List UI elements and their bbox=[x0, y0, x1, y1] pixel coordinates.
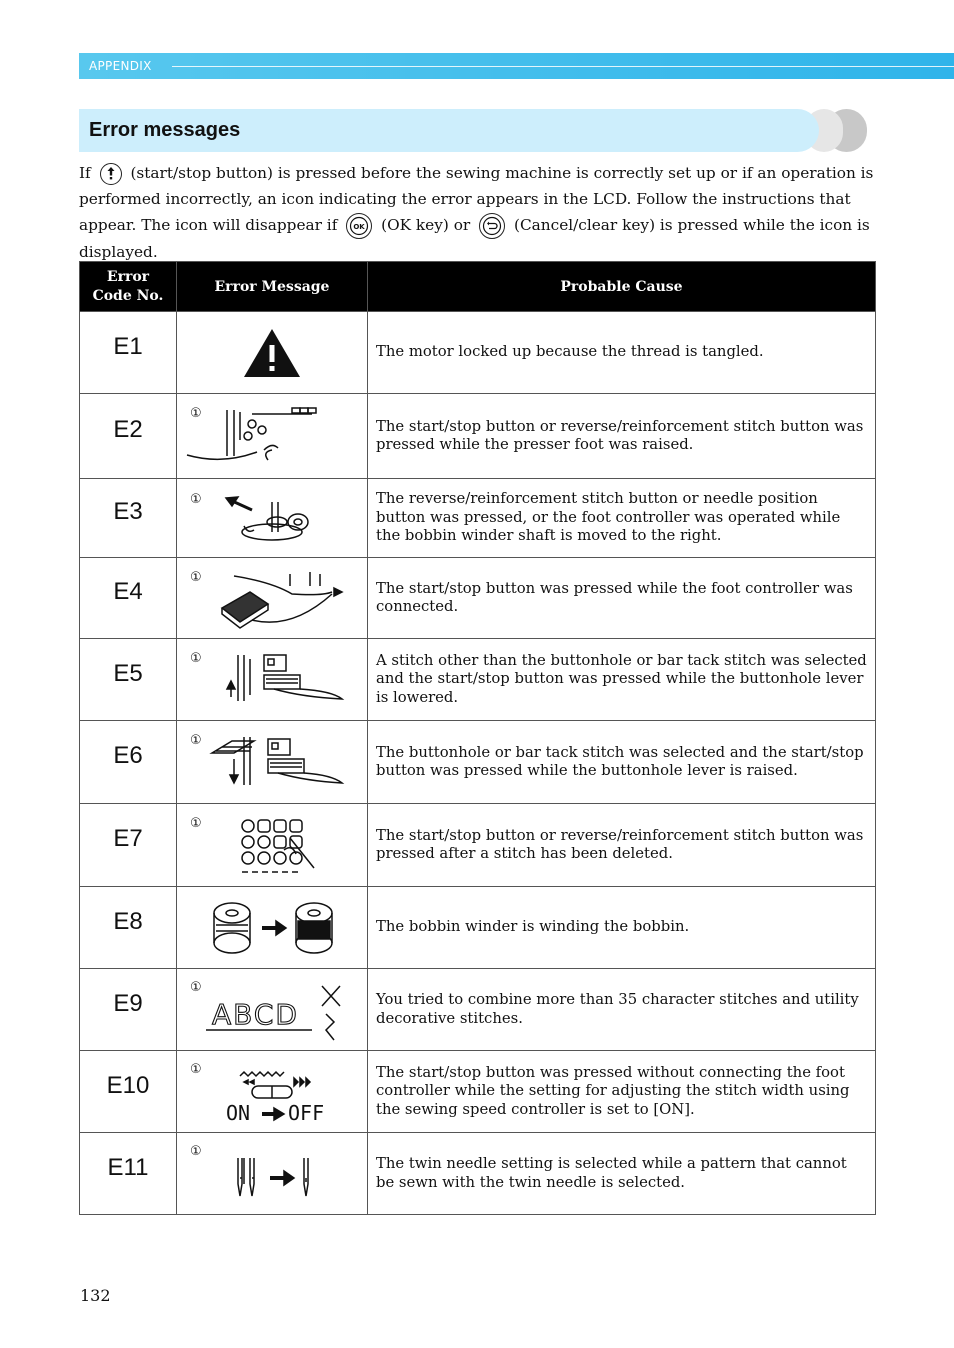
start-stop-button-icon bbox=[100, 163, 122, 185]
error-code: E9 bbox=[80, 969, 177, 1051]
probable-cause: The start/stop button was pressed without connecting the foot controller while the setting for adjusting the stitch width using the sewing speed controller is set to [ON]. bbox=[368, 1051, 876, 1133]
svg-text:①: ① bbox=[190, 733, 202, 748]
header-rule bbox=[172, 66, 954, 67]
error-code: E4 bbox=[80, 558, 177, 639]
intro-text-4: (Cancel/clear key) is pressed while the icon is displayed. bbox=[79, 216, 870, 261]
probable-cause: The start/stop button or reverse/reinforcement stitch button was pressed after a stitch has been deleted. bbox=[368, 804, 876, 887]
svg-text:①: ① bbox=[190, 650, 202, 666]
speed-width-setting-icon bbox=[177, 1051, 368, 1133]
table-row bbox=[80, 394, 876, 479]
table-header-row bbox=[80, 262, 876, 312]
character-limit-icon bbox=[177, 969, 368, 1051]
table-row bbox=[80, 312, 876, 394]
cancel-clear-key-icon bbox=[479, 213, 505, 239]
error-code: E5 bbox=[80, 639, 177, 721]
stitch-grid-deleted-icon bbox=[177, 804, 368, 887]
error-code: E2 bbox=[80, 394, 177, 479]
svg-text:①: ① bbox=[190, 979, 202, 995]
svg-text:①: ① bbox=[190, 492, 202, 507]
bobbin-winding-icon bbox=[177, 887, 368, 969]
svg-text:OK: OK bbox=[353, 223, 365, 231]
on-label: ON bbox=[226, 1100, 251, 1125]
error-code: E3 bbox=[80, 479, 177, 558]
section-header-bar bbox=[79, 53, 954, 79]
table-row bbox=[80, 1051, 876, 1133]
error-table bbox=[79, 261, 876, 1215]
header-error-code: Error Code No. bbox=[80, 262, 177, 312]
title-band bbox=[79, 109, 819, 152]
table-row bbox=[80, 721, 876, 804]
warning-triangle-icon bbox=[177, 312, 368, 394]
intro-text-3: (OK key) or bbox=[381, 216, 471, 234]
intro-text-2: (start/stop button) is pressed before the sewing machine is correctly set up or if an operation is performed incorrectly, an icon indicating the error appears in the LCD. Follow the instructions that appear. The icon will disappear if bbox=[79, 164, 874, 234]
buttonhole-lever-lower-icon bbox=[177, 639, 368, 721]
error-code: E1 bbox=[80, 312, 177, 394]
table-row bbox=[80, 804, 876, 887]
error-code: E6 bbox=[80, 721, 177, 804]
probable-cause: The reverse/reinforcement stitch button or needle position button was pressed, or the foot controller was operated while the bobbin winder shaft is moved to the right. bbox=[368, 479, 876, 558]
probable-cause: The twin needle setting is selected while a pattern that cannot be sewn with the twin needle is selected. bbox=[368, 1133, 876, 1215]
page-number: 132 bbox=[80, 1286, 111, 1305]
probable-cause: A stitch other than the buttonhole or bar tack stitch was selected and the start/stop button was pressed while the buttonhole lever is lowered. bbox=[368, 639, 876, 721]
probable-cause: You tried to combine more than 35 character stitches and utility decorative stitches. bbox=[368, 969, 876, 1051]
header-error-message: Error Message bbox=[177, 262, 368, 312]
svg-text:①: ① bbox=[190, 816, 202, 831]
page-title: Error messages bbox=[89, 119, 241, 141]
section-label: APPENDIX bbox=[89, 59, 152, 73]
error-code: E10 bbox=[80, 1051, 177, 1133]
svg-text:①: ① bbox=[190, 1061, 202, 1077]
table-row bbox=[80, 1133, 876, 1215]
error-code: E11 bbox=[80, 1133, 177, 1215]
svg-text:①: ① bbox=[190, 1143, 202, 1159]
table-row bbox=[80, 558, 876, 639]
table-row bbox=[80, 969, 876, 1051]
error-code: E7 bbox=[80, 804, 177, 887]
probable-cause: The start/stop button or reverse/reinforcement stitch button was pressed while the presser foot was raised. bbox=[368, 394, 876, 479]
probable-cause: The buttonhole or bar tack stitch was selected and the start/stop button was pressed while the buttonhole lever is raised. bbox=[368, 721, 876, 804]
header-probable-cause: Probable Cause bbox=[368, 262, 876, 312]
probable-cause: The start/stop button was pressed while the foot controller was connected. bbox=[368, 558, 876, 639]
presser-foot-raised-icon bbox=[177, 394, 368, 479]
bobbin-winder-shaft-icon bbox=[177, 479, 368, 558]
intro-text-1: If bbox=[79, 164, 91, 182]
svg-text:①: ① bbox=[190, 570, 202, 585]
table-row bbox=[80, 639, 876, 721]
ok-key-icon bbox=[346, 213, 372, 239]
character-text: ABCD bbox=[212, 997, 299, 1031]
buttonhole-lever-raise-icon bbox=[177, 721, 368, 804]
foot-controller-icon bbox=[177, 558, 368, 639]
intro-paragraph bbox=[79, 160, 879, 265]
table-row bbox=[80, 479, 876, 558]
table-row bbox=[80, 887, 876, 969]
probable-cause: The motor locked up because the thread is tangled. bbox=[368, 312, 876, 394]
svg-text:①: ① bbox=[190, 406, 202, 421]
error-code: E8 bbox=[80, 887, 177, 969]
off-label: OFF bbox=[288, 1100, 325, 1125]
probable-cause: The bobbin winder is winding the bobbin. bbox=[368, 887, 876, 969]
twin-needle-icon bbox=[177, 1133, 368, 1215]
